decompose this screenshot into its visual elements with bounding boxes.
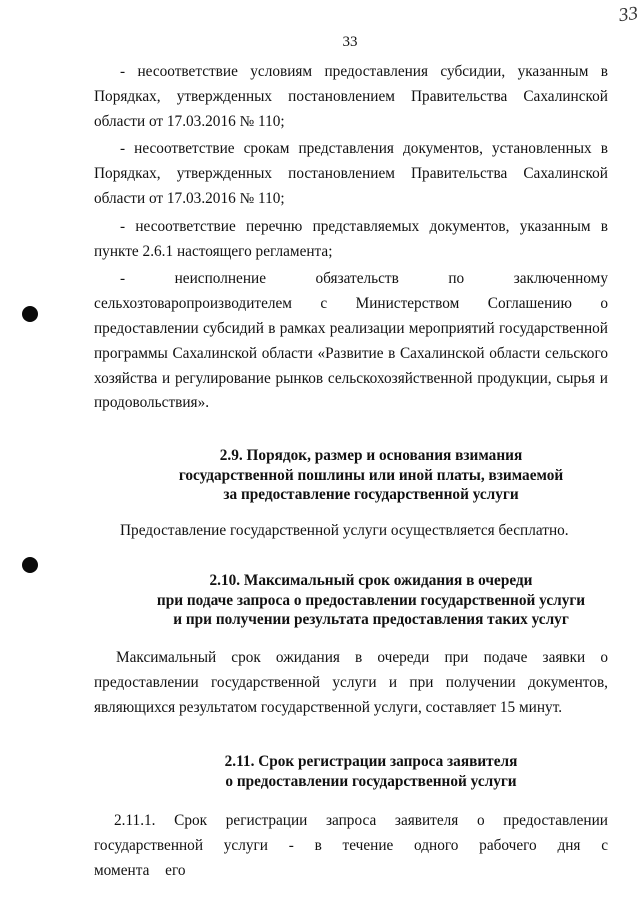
section-2-11-text: 2.11.1. Срок регистрации запроса заявителя о предоставлении государственной услуги - в течение одного рабочего дня с момента его bbox=[94, 812, 608, 879]
page-number: 33 bbox=[342, 34, 358, 50]
heading-line: 2.11. Срок регистрации запроса заявителя bbox=[224, 753, 518, 771]
paragraph-deadlines: - несоответствие срокам представления документов, установленных в Порядках, утвержденных постановлением Правительства Сахалинской области от 17.03.2016 № 110; bbox=[94, 140, 608, 207]
section-2-9-text: Предоставление государственной услуги осуществляется бесплатно. bbox=[120, 521, 569, 539]
section-2-11-heading bbox=[134, 752, 608, 791]
heading-line: 2.10. Максимальный срок ожидания в очереди bbox=[209, 572, 533, 590]
punch-hole-icon bbox=[22, 557, 38, 573]
heading-line: и при получении результата предоставления таких услуг bbox=[173, 611, 569, 629]
paragraph-obligations: - неисполнение обязательств по заключенному сельхозтоваропроизводителем с Министерством Соглашению о предоставлении субсидий в рамках реализации мероприятий государственной программы Сахалинской области «Развитие в Сахалинской области сельского хозяйства и регулирование рынков сельскохозяйственной продукции, сырья и продовольствия». bbox=[94, 270, 608, 412]
section-2-10-heading bbox=[134, 571, 608, 630]
heading-line: при подаче запроса о предоставлении государственной услуги bbox=[156, 591, 586, 609]
handwritten-folio-number: 33 bbox=[617, 2, 640, 27]
section-2-9-heading bbox=[134, 446, 608, 505]
document-body bbox=[94, 60, 608, 884]
heading-line: 2.9. Порядок, размер и основания взимания bbox=[219, 447, 523, 465]
heading-line: государственной пошлины или иной платы, взимаемой bbox=[178, 466, 564, 484]
section-2-10-text: Максимальный срок ожидания в очереди при подаче заявки о предоставлении государственной услуги и при получении документов, являющихся результатом государственной услуги, составляет 15 минут. bbox=[94, 648, 608, 716]
paragraph-document-list: - несоответствие перечню представляемых документов, указанным в пункте 2.6.1 настоящего регламента; bbox=[94, 217, 608, 260]
heading-line: о предоставлении государственной услуги bbox=[225, 772, 517, 790]
paragraph-subsidy-conditions: - несоответствие условиям предоставления субсидии, указанным в Порядках, утвержденных постановлением Правительства Сахалинской области от 17.03.2016 № 110; bbox=[94, 63, 608, 130]
punch-hole-icon bbox=[22, 306, 38, 322]
heading-line: за предоставление государственной услуги bbox=[223, 486, 519, 504]
